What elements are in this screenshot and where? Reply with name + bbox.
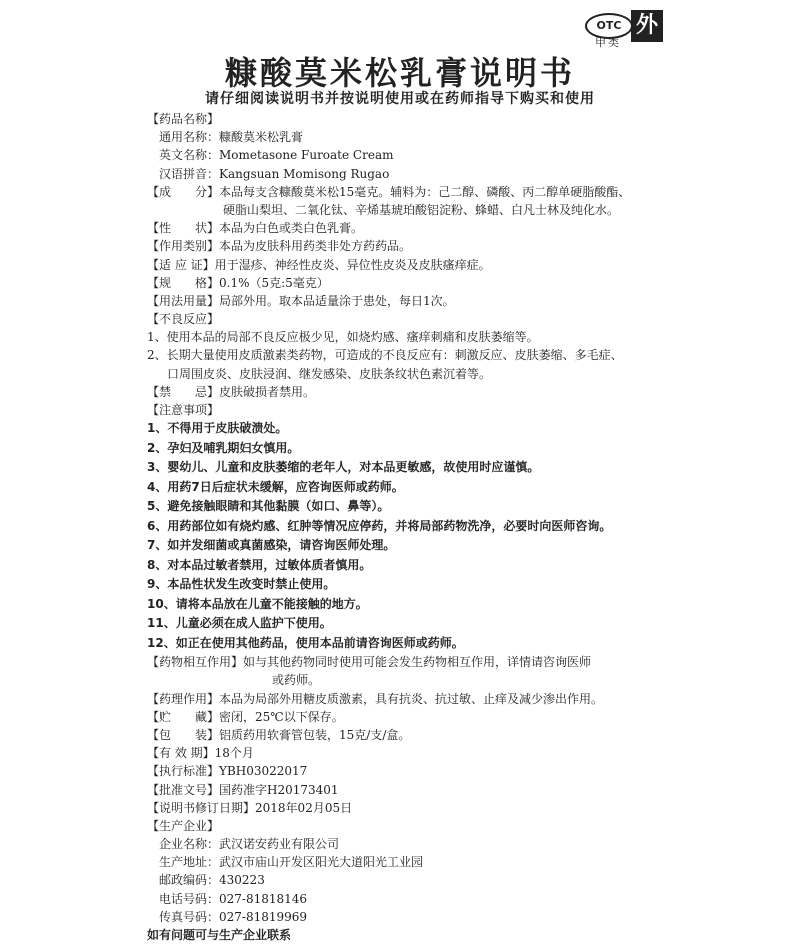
spec-value: 0.1%（5克:5毫克）: [219, 275, 329, 290]
precaution-item: 5、避免接触眼睛和其他黏膜（如口、鼻等）。: [147, 499, 390, 514]
package-header: 【包 装】: [147, 727, 220, 742]
appearance-value: 本品为白色或类白色乳膏。: [219, 221, 364, 236]
contraindications-header: 【禁 忌】: [147, 384, 220, 399]
package-row: [147, 726, 787, 744]
manufacturer-phone-value: 027-81818146: [219, 891, 308, 906]
approval-value: 国药准字H20173401: [219, 782, 339, 797]
manufacturer-zip-row: [147, 871, 787, 889]
english-name-value: Mometasone Furoate Cream: [219, 148, 394, 163]
precaution-item: 10、请将本品放在儿童不能接触的地方。: [147, 596, 368, 611]
manufacturer-name-value: 武汉诺安药业有限公司: [219, 837, 340, 852]
composition-line2: 硬脂山梨坦、二氧化钛、辛烯基琥珀酸铝淀粉、蜂蜡、白凡士林及纯化水。: [223, 202, 620, 217]
approval-header: 【批准文号】: [147, 782, 220, 797]
standard-row: [147, 762, 787, 780]
contact-note: 如有问题可与生产企业联系: [147, 928, 292, 942]
drug-name-header: 【药品名称】: [147, 112, 220, 126]
spec-header: 【规 格】: [147, 275, 220, 290]
validity-header: 【有 效 期】: [147, 746, 215, 761]
manufacturer-address-label: 生产地址：: [159, 855, 220, 870]
precaution-item: 9、本品性状发生改变时禁止使用。: [147, 577, 336, 592]
pharmacology-value: 本品为局部外用糖皮质激素，具有抗炎、抗过敏、止痒及减少渗出作用。: [219, 691, 604, 706]
indications-header: 【适 应 证】: [147, 257, 215, 272]
english-name-label: 英文名称：: [159, 148, 220, 163]
pharmacology-header: 【药理作用】: [147, 691, 220, 706]
indications-value: 用于湿疹、神经性皮炎、异位性皮炎及皮肤瘙痒症。: [214, 257, 491, 272]
generic-name-value: 糠酸莫米松乳膏: [219, 130, 304, 145]
indications-row: [147, 256, 787, 274]
precaution-item: 11、儿童必须在成人监护下使用。: [147, 616, 332, 631]
pinyin-row: [147, 165, 787, 183]
page-title: 糠酸莫米松乳膏说明书: [224, 54, 575, 92]
manufacturer-header: 【生产企业】: [147, 818, 220, 833]
contraindications-row: [147, 383, 787, 401]
pinyin-value: Kangsuan Momisong Rugao: [219, 166, 390, 181]
revision-row: [147, 799, 787, 817]
generic-name-row: [147, 128, 787, 146]
composition-header: 【成 分】: [147, 184, 220, 199]
generic-name-label: 通用名称：: [159, 130, 220, 145]
interactions-header: 【药物相互作用】: [147, 655, 244, 670]
storage-value: 密闭，25℃以下保存。: [219, 709, 344, 724]
manufacturer-name-row: [147, 835, 787, 853]
manufacturer-fax-value: 027-81819969: [219, 909, 308, 924]
english-name-row: [147, 146, 787, 164]
dosage-value: 局部外用。取本品适量涂于患处，每日1次。: [219, 293, 455, 308]
approval-row: [147, 781, 787, 799]
manufacturer-name-label: 企业名称：: [159, 837, 220, 852]
contraindications-value: 皮肤破损者禁用。: [219, 384, 316, 399]
interactions-line1: 如与其他药物同时使用可能会发生药物相互作用，详情请咨询医师: [243, 655, 592, 670]
pinyin-label: 汉语拼音：: [159, 166, 220, 181]
page-subtitle: 请仔细阅读说明书并按说明使用或在药师指导下购买和使用: [205, 91, 595, 107]
precaution-item: 1、不得用于皮肤破溃处。: [147, 421, 288, 436]
manufacturer-address-value: 武汉市庙山开发区阳光大道阳光工业园: [219, 855, 424, 870]
manufacturer-fax-row: [147, 908, 787, 926]
precaution-item: 7、如并发细菌或真菌感染，请咨询医师处理。: [147, 538, 396, 553]
appearance-header: 【性 状】: [147, 221, 220, 236]
interactions-row: [147, 653, 787, 671]
validity-value: 18个月: [214, 746, 254, 761]
package-value: 铝质药用软膏管包装，15克/支/盒。: [219, 727, 411, 742]
adverse-item-2: 2、长期大量使用皮质激素类药物，可造成的不良反应有：刺激反应、皮肤萎缩、多毛症、: [147, 348, 623, 363]
adverse-item-2-cont: 口周围皮炎、皮肤浸润、继发感染、皮肤条纹状色素沉着等。: [167, 366, 492, 381]
category-row: [147, 237, 787, 255]
interactions-line2: 或药师。: [272, 673, 321, 688]
manufacturer-zip-value: 430223: [219, 873, 265, 888]
validity-row: [147, 744, 787, 762]
precautions-header: 【注意事项】: [147, 403, 220, 417]
storage-row: [147, 708, 787, 726]
dosage-header: 【用法用量】: [147, 293, 220, 308]
adverse-header: 【不良反应】: [147, 312, 220, 327]
revision-header: 【说明书修订日期】: [147, 800, 256, 815]
dosage-row: [147, 292, 787, 310]
manufacturer-phone-label: 电话号码：: [159, 891, 220, 906]
spec-row: [147, 274, 787, 292]
composition-row: [147, 183, 787, 201]
otc-class-label: 甲类: [595, 36, 621, 49]
revision-value: 2018年02月05日: [255, 800, 353, 815]
leaflet-body: [147, 110, 787, 944]
precaution-item: 4、用药7日后症状未缓解，应咨询医师或药师。: [147, 479, 404, 494]
manufacturer-phone-row: [147, 890, 787, 908]
otc-badge: OTC: [585, 13, 633, 39]
storage-header: 【贮 藏】: [147, 709, 220, 724]
precaution-item: 12、如正在使用其他药品，使用本品前请咨询医师或药师。: [147, 635, 464, 650]
precaution-item: 8、对本品过敏者禁用，过敏体质者慎用。: [147, 557, 372, 572]
standard-value: YBH03022017: [219, 764, 308, 779]
standard-header: 【执行标准】: [147, 764, 220, 779]
pharmacology-row: [147, 690, 787, 708]
composition-line1: 本品每支含糠酸莫米松15毫克。辅料为：己二醇、磷酸、丙二醇单硬脂酸酯、: [219, 184, 631, 199]
adverse-item-1: 1、使用本品的局部不良反应极少见，如烧灼感、瘙痒刺痛和皮肤萎缩等。: [147, 330, 539, 345]
precaution-item: 2、孕妇及哺乳期妇女慎用。: [147, 440, 300, 455]
external-use-badge: 外: [631, 10, 663, 42]
manufacturer-fax-label: 传真号码：: [159, 909, 220, 924]
category-header: 【作用类别】: [147, 239, 220, 254]
precaution-item: 3、婴幼儿、儿童和皮肤萎缩的老年人，对本品更敏感，故使用时应谨慎。: [147, 460, 540, 475]
appearance-row: [147, 219, 787, 237]
manufacturer-address-row: [147, 853, 787, 871]
manufacturer-zip-label: 邮政编码：: [159, 873, 220, 888]
precaution-item: 6、用药部位如有烧灼感、红肿等情况应停药，并将局部药物洗净，必要时向医师咨询。: [147, 518, 612, 533]
category-value: 本品为皮肤科用药类非处方药药品。: [219, 239, 412, 254]
